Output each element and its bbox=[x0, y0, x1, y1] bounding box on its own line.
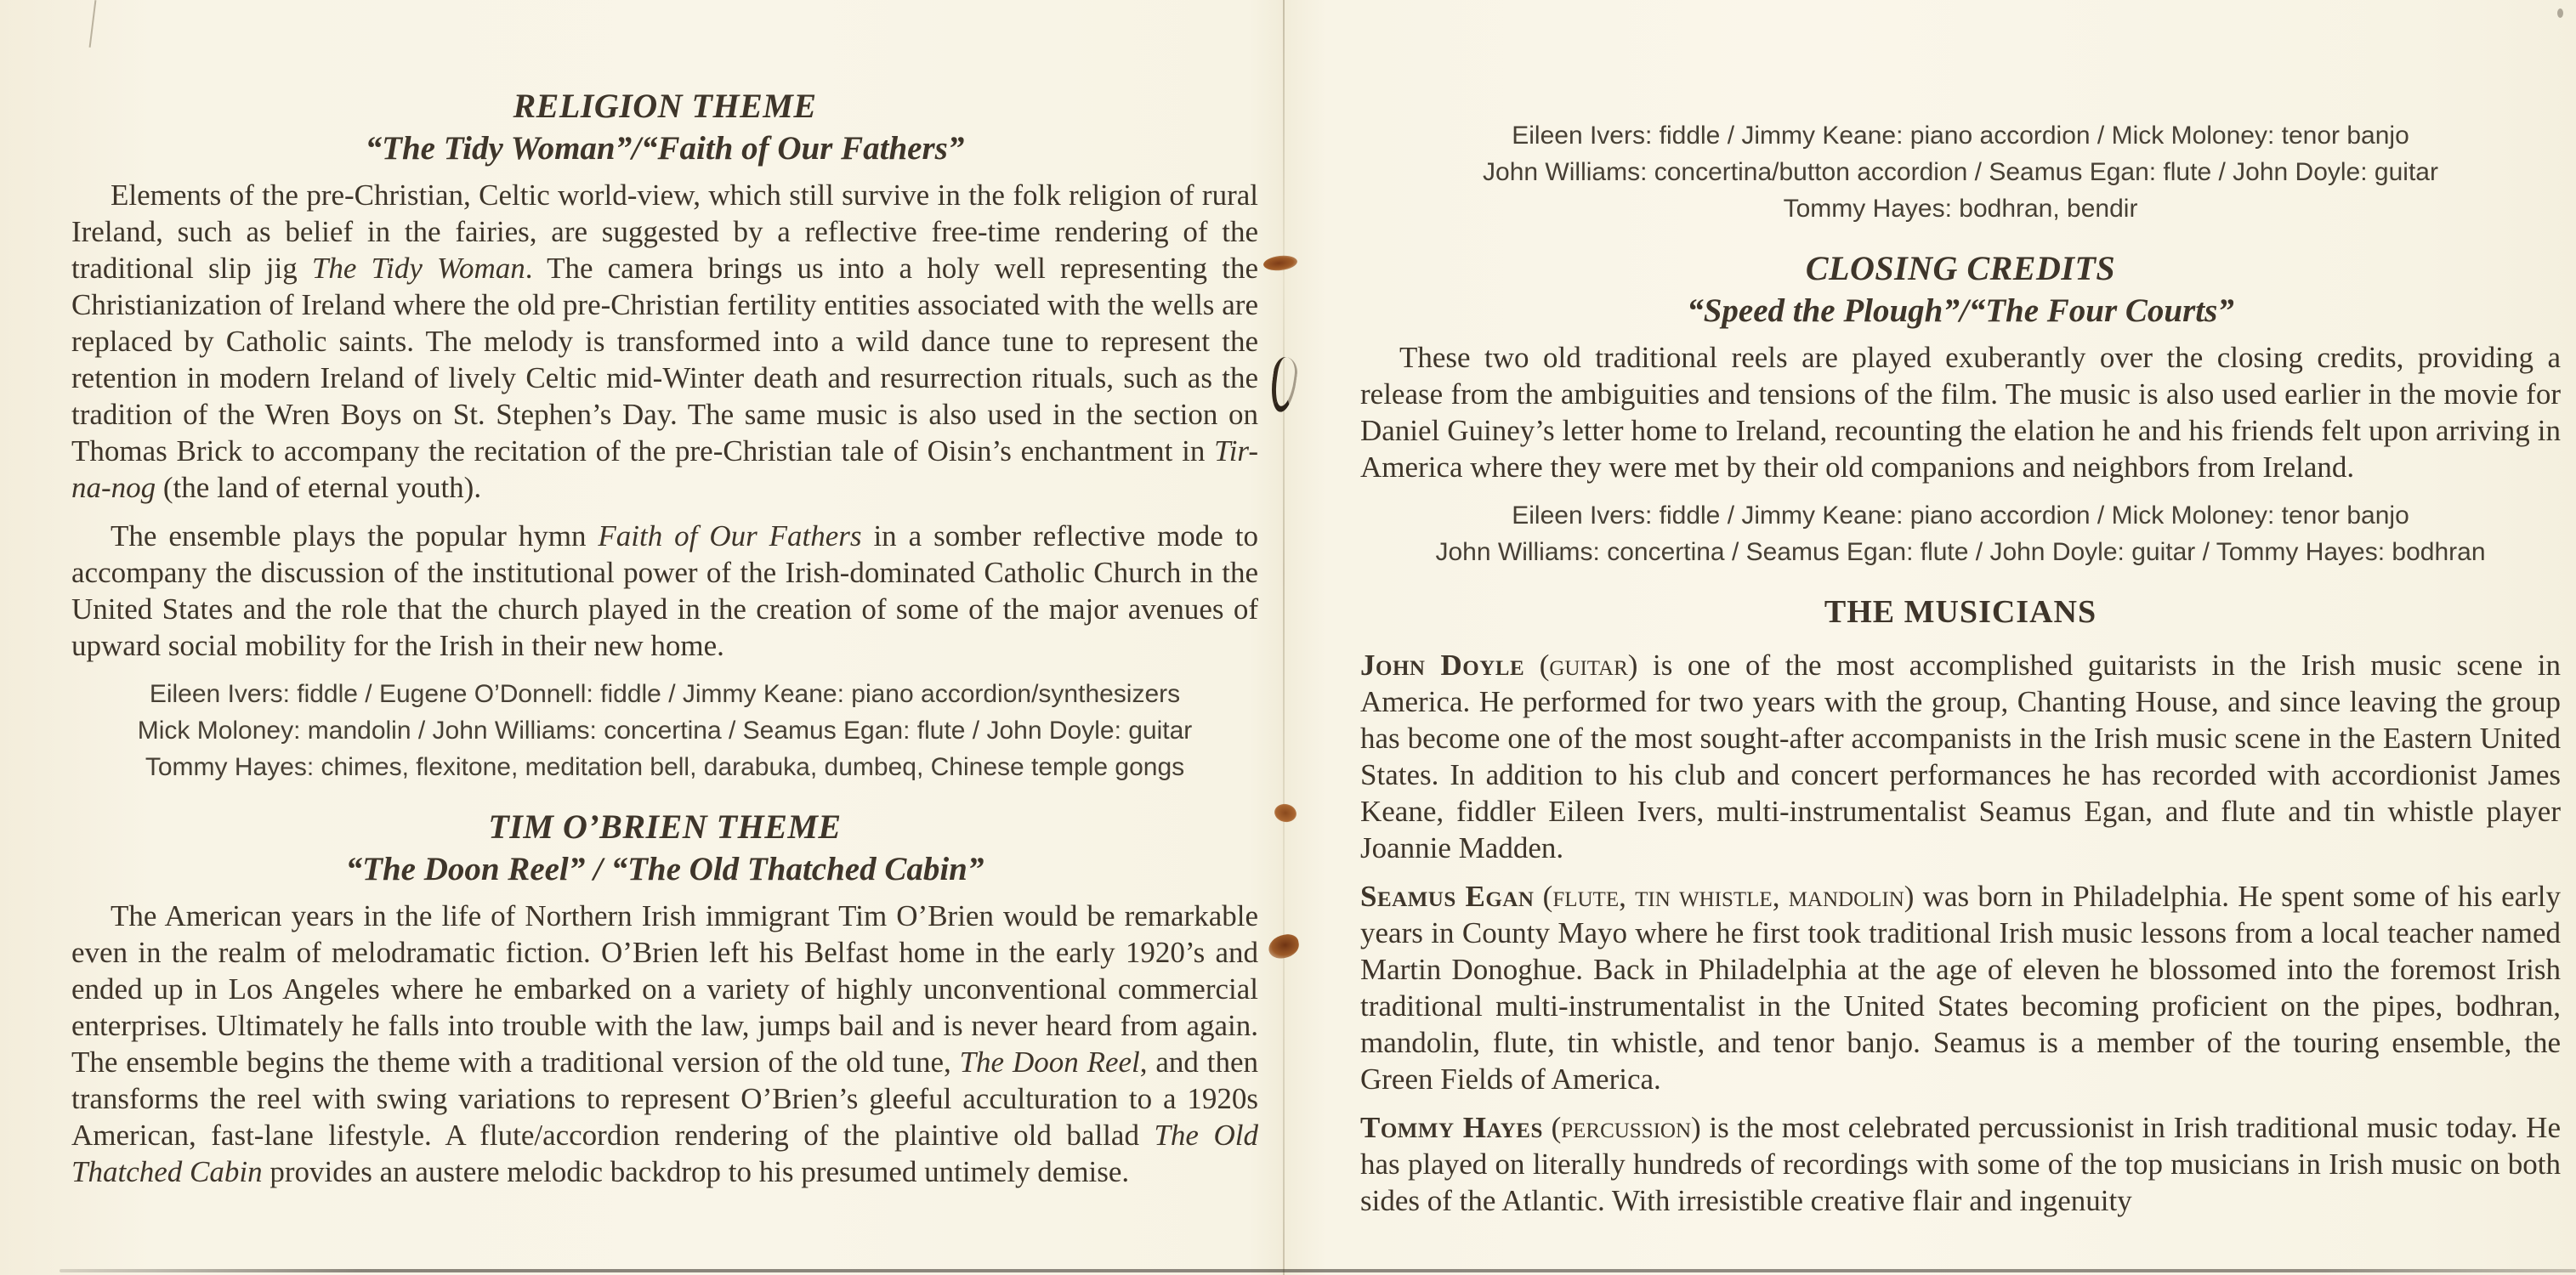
credits-line: Eileen Ivers: fiddle / Jimmy Keane: piano accordion / Mick Moloney: tenor banjo bbox=[1512, 122, 2409, 150]
credits-line: John Williams: concertina/button accordion / Seamus Egan: flute / John Doyle: guitar bbox=[1483, 158, 2438, 186]
credits-line: Tommy Hayes: chimes, flexitone, meditation bell, darabuka, dumbeq, Chinese temple gongs bbox=[145, 753, 1185, 781]
tim-obrien-theme-section bbox=[71, 806, 1258, 1190]
closing-credits-section bbox=[1360, 247, 2561, 570]
closing-credits-heading: CLOSING CREDITS bbox=[1805, 249, 2116, 287]
musician-name: John Doyle bbox=[1360, 649, 1525, 682]
musician-name: Tommy Hayes bbox=[1360, 1111, 1543, 1144]
credits-line: John Williams: concertina / Seamus Egan: flute / John Doyle: guitar / Tommy Hayes: bodhran bbox=[1435, 538, 2486, 566]
religion-paragraph-1: Elements of the pre-Christian, Celtic world-view, which still survive in the folk religion of rural Ireland, such as belief in the fairies, are suggested by a reflective free-time rendering of the traditional slip jig The Tidy Woman. The camera brings us into a holy well representing the Christianization of Ireland where the old pre-Christian fertility entities associated with the wells are replaced by Catholic saints. The melody is transformed into a wild dance tune to represent the retention in modern Ireland of lively Celtic mid-Winter death and resurrection rituals, such as the tradition of the Wren Boys on St. Stephen’s Day. The same music is also used in the section on Thomas Brick to accompany the recitation of the pre-Christian tale of Oisin’s enchantment in Tir-na-nog (the land of eternal youth). bbox=[71, 178, 1258, 504]
rust-stain bbox=[1262, 254, 1298, 272]
scan-edge-shadow bbox=[60, 1269, 2576, 1272]
staple bbox=[1268, 355, 1300, 413]
rust-stain bbox=[1273, 802, 1298, 824]
tim-obrien-theme-heading: TIM O’BRIEN THEME bbox=[488, 808, 842, 846]
musician-instruments: (flute, tin whistle, mandolin) bbox=[1542, 880, 1915, 913]
credits-line: Mick Moloney: mandolin / John Williams: concertina / Seamus Egan: flute / John Doyle: guitar bbox=[137, 717, 1193, 745]
tim-obrien-paragraph: The American years in the life of Northern Irish immigrant Tim O’Brien would be remarkable even in the realm of melodramatic fiction. O’Brien left his Belfast home in the early 1920’s and ended up in Los Angeles where he embarked on a variety of highly unconventional commercial enterprises. Ultimately he falls into trouble with the law, jumps bail and is never heard from again. The ensemble begins the theme with a traditional version of the old tune, The Doon Reel, and then transforms the reel with swing variations to represent O’Brien’s gleeful acculturation to a 1920s American, fast-lane lifestyle. A flute/accordion rendering of the plaintive old ballad The Old Thatched Cabin provides an austere melodic backdrop to his presumed untimely demise. bbox=[71, 899, 1258, 1188]
tim-obrien-theme-subheading: “The Doon Reel” / “The Old Thatched Cabin” bbox=[345, 851, 984, 887]
religion-paragraph-2: The ensemble plays the popular hymn Faith of Our Fathers in a somber reflective mode to accompany the discussion of the institutional power of the Irish-dominated Catholic Church in the United States and the role that the church played in the creation of some of the major avenues of upward social mobility for the Irish in their new home. bbox=[71, 519, 1258, 662]
musician-bio-text: is one of the most accomplished guitarists in the Irish music scene in America. He performed for two years with the group, Chanting House, and since leaving the group has become one of the most sought-after accompanists in the Irish music scene in the Eastern United States. In addition to his club and concert performances he has recorded with accordionist James Keane, fiddler Eileen Ivers, multi-instrumentalist Seamus Egan, and flute and tin whistle player Joannie Madden. bbox=[1360, 649, 2562, 864]
musician-bio-text: is the most celebrated percussionist in Irish traditional music today. He has played on literally hundreds of recordings with some of the top musicians in Irish music on both sides of the Atlantic. With irresistible creative flair and ingenuity bbox=[1360, 1111, 2561, 1217]
scratch-mark bbox=[89, 0, 97, 48]
left-page bbox=[71, 85, 1258, 1202]
closing-credits-subheading: “Speed the Plough”/“The Four Courts” bbox=[1687, 292, 2234, 329]
closing-credits-paragraph: These two old traditional reels are played exuberantly over the closing credits, providing a release from the ambiguities and tensions of the film. The music is also used earlier in the movie for Daniel Guiney’s letter home to Ireland, recounting the elation he and his friends felt upon arriving in America where they were met by their old companions and neighbors from Ireland. bbox=[1360, 341, 2561, 484]
religion-theme-subheading: “The Tidy Woman”/“Faith of Our Fathers” bbox=[365, 130, 965, 167]
religion-theme-heading: RELIGION THEME bbox=[513, 87, 817, 125]
religion-credits-continued bbox=[1360, 117, 2561, 227]
rust-stain bbox=[1267, 932, 1301, 960]
musician-bio-john-doyle bbox=[1360, 647, 2561, 866]
closing-ensemble-credits bbox=[1360, 497, 2561, 570]
musician-bio-seamus-egan bbox=[1360, 878, 2561, 1097]
credits-line: Tommy Hayes: bodhran, bendir bbox=[1783, 195, 2138, 223]
credits-line: Eileen Ivers: fiddle / Jimmy Keane: piano accordion / Mick Moloney: tenor banjo bbox=[1512, 502, 2409, 530]
credits-line: Eileen Ivers: fiddle / Eugene O’Donnell: fiddle / Jimmy Keane: piano accordion/synthesizers bbox=[149, 680, 1181, 708]
religion-theme-section bbox=[71, 85, 1258, 785]
musician-bio-tommy-hayes bbox=[1360, 1109, 2561, 1219]
musician-name: Seamus Egan bbox=[1360, 880, 1535, 913]
musicians-heading: THE MUSICIANS bbox=[1824, 594, 2097, 630]
musician-instruments: (percussion) bbox=[1551, 1111, 1701, 1144]
musician-bio-text: was born in Philadelphia. He spent some of his early years in County Mayo where he first took traditional Irish music lessons from a local teacher named Martin Donoghue. Back in Philadelphia at the age of eleven he blossomed into the foremost Irish traditional multi-instrumentalist in the United States becoming proficient on the pipes, bodhran, mandolin, flute, tin whistle, and tenor banjo. Seamus is a member of the touring ensemble, the Green Fields of America. bbox=[1360, 880, 2562, 1096]
dust-speck bbox=[2557, 8, 2563, 18]
musicians-section bbox=[1360, 592, 2561, 1219]
musician-instruments: (guitar) bbox=[1539, 649, 1638, 682]
center-fold-crease bbox=[1283, 0, 1285, 1275]
right-page bbox=[1360, 116, 2561, 1231]
religion-ensemble-credits bbox=[71, 676, 1258, 785]
